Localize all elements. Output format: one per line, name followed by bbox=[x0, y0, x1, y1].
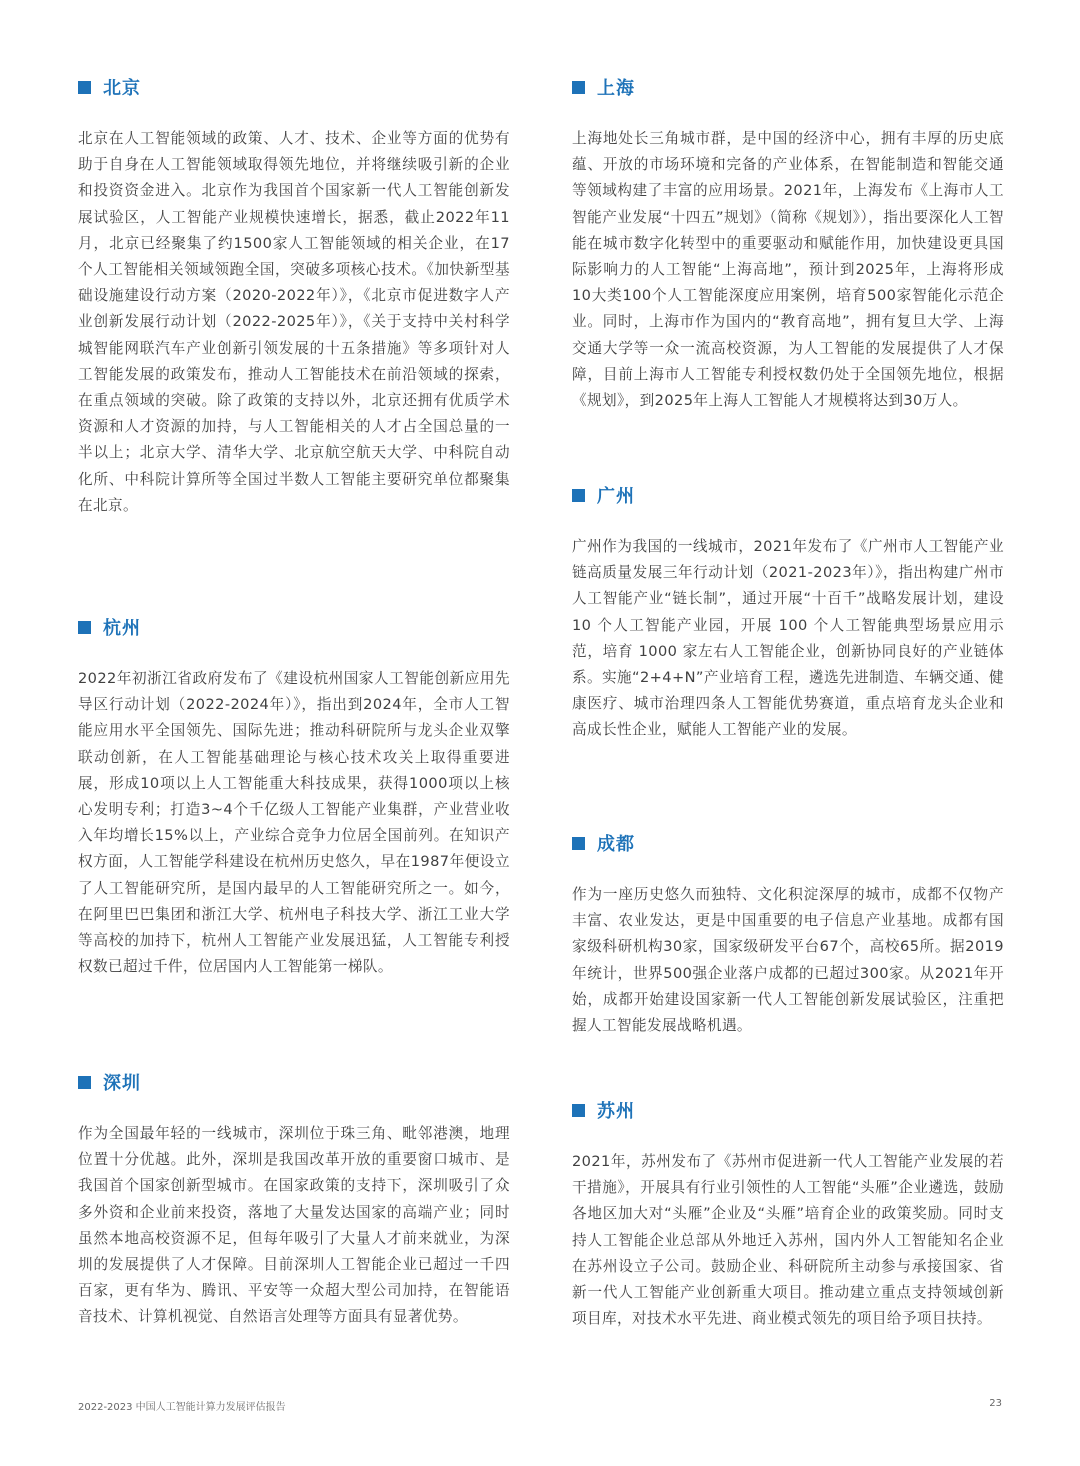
square-bullet-icon bbox=[78, 1076, 91, 1089]
section-body: 2022年初浙江省政府发布了《建设杭州国家人工智能创新应用先导区行动计划（2022-2024年）》，指出到2024年，全市人工智能应用水平全国领先、国际先进；推动科研院所与龙头企业双擎联动创新，在人工智能基础理论与核心技术攻关上取得重要进展，形成10项以上人工智能重大科技成果，获得1000项以上核心发明专利；打造3~4个千亿级人工智能产业集群，产业营业收入年均增长15%以上，产业综合竞争力位居全国前列。在知识产权方面，人工智能学科建设在杭州历史悠久，早在1987年便设立了人工智能研究所，是国内最早的人工智能研究所之一。如今，在阿里巴巴集团和浙江大学、杭州电子科技大学、浙江工业大学等高校的加持下，杭州人工智能产业发展迅猛，人工智能专利授权数已超过千件，位居国内人工智能第一梯队。 bbox=[78, 670, 510, 976]
section-heading bbox=[572, 72, 1004, 102]
section-body: 作为一座历史悠久而独特、文化积淀深厚的城市，成都不仅物产丰富、农业发达，更是中国重要的电子信息产业基地。成都有国家级科研机构30家，国家级研发平台67个，高校65所。据2019年统计，世界500强企业落户成都的已超过300家。从2021年开始，成都开始建设国家新一代人工智能创新发展试验区，注重把握人工智能发展战略机遇。 bbox=[572, 886, 1004, 1035]
section-title: 苏州 bbox=[597, 1101, 635, 1122]
section-body: 作为全国最年轻的一线城市，深圳位于珠三角、毗邻港澳，地理位置十分优越。此外，深圳是我国改革开放的重要窗口城市、是我国首个国家创新型城市。在国家政策的支持下，深圳吸引了众多外资和企业前来投资，落地了大量发达国家的高端产业；同时虽然本地高校资源不足，但每年吸引了大量人才前来就业，为深圳的发展提供了人才保障。目前深圳人工智能企业已超过一千四百家，更有华为、腾讯、平安等一众超大型公司加持，在智能语音技术、计算机视觉、自然语言处理等方面具有显著优势。 bbox=[78, 1125, 510, 1326]
report-title: 2022-2023 中国人工智能计算力发展评估报告 bbox=[78, 1402, 286, 1413]
section-title: 广州 bbox=[597, 486, 635, 507]
section-title: 上海 bbox=[597, 78, 635, 99]
section-heading bbox=[572, 828, 1004, 858]
section-chengdu bbox=[572, 828, 1004, 1039]
section-hangzhou bbox=[78, 612, 510, 980]
section-heading bbox=[78, 612, 510, 642]
section-body: 2021年，苏州发布了《苏州市促进新一代人工智能产业发展的若干措施》，开展具有行业引领性的人工智能“头雁”企业遴选，鼓励各地区加大对“头雁”企业及“头雁”培育企业的政策奖励。同时支持人工智能企业总部从外地迁入苏州，国内外人工智能知名企业在苏州设立子公司。鼓励企业、科研院所主动参与承接国家、省新一代人工智能产业创新重大项目。推动建立重点支持领域创新项目库，对技术水平先进、商业模式领先的项目给予项目扶持。 bbox=[572, 1153, 1004, 1328]
section-body: 广州作为我国的一线城市，2021年发布了《广州市人工智能产业链高质量发展三年行动计划（2021-2023年）》，指出构建广州市人工智能产业“链长制”，通过开展“十百千”战略发展计划，建设 10 个人工智能产业园，开展 100 个人工智能典型场景应用示范，培育 1000 家左右人工智能企业，创新协同良好的产业链体系。实施“2+4+N”产业培育工程，遴选先进制造、车辆交通、健康医疗、城市治理四条人工智能优势赛道，重点培育龙头企业和高成长性企业，赋能人工智能产业的发展。 bbox=[572, 538, 1004, 739]
section-beijing bbox=[78, 72, 510, 519]
section-suzhou bbox=[572, 1095, 1004, 1332]
section-title: 成都 bbox=[597, 834, 635, 855]
page-footer bbox=[78, 1398, 1002, 1413]
square-bullet-icon bbox=[572, 837, 585, 850]
section-shanghai bbox=[572, 72, 1004, 414]
section-title: 杭州 bbox=[103, 618, 141, 639]
section-body: 北京在人工智能领域的政策、人才、技术、企业等方面的优势有助于自身在人工智能领域取得领先地位，并将继续吸引新的企业和投资资金进入。北京作为我国首个国家新一代人工智能创新发展试验区，人工智能产业规模快速增长，据悉，截止2022年11月，北京已经聚集了约1500家人工智能领域的相关企业，在17个人工智能相关领域领跑全国，突破多项核心技术。《加快新型基础设施建设行动方案（2020-2022年）》，《北京市促进数字人产业创新发展行动计划（2022-2025年）》，《关于支持中关村科学城智能网联汽车产业创新引领发展的十五条措施》等多项针对人工智能发展的政策发布，推动人工智能技术在前沿领域的探索，在重点领域的突破。除了政策的支持以外，北京还拥有优质学术资源和人才资源的加持，与人工智能相关的人才占全国总量的一半以上；北京大学、清华大学、北京航空航天大学、中科院自动化所、中科院计算所等全国过半数人工智能主要研究单位都聚集在北京。 bbox=[78, 130, 510, 514]
square-bullet-icon bbox=[78, 621, 91, 634]
square-bullet-icon bbox=[78, 81, 91, 94]
section-heading bbox=[572, 1095, 1004, 1125]
section-body: 上海地处长三角城市群，是中国的经济中心，拥有丰厚的历史底蕴、开放的市场环境和完备的产业体系，在智能制造和智能交通等领域构建了丰富的应用场景。2021年，上海发布《上海市人工智能产业发展“十四五”规划》（简称《规划》），指出要深化人工智能在城市数字化转型中的重要驱动和赋能作用，加快建设更具国际影响力的人工智能“上海高地”，预计到2025年，上海将形成10大类100个人工智能深度应用案例，培育500家智能化示范企业。同时，上海市作为国内的“教育高地”，拥有复旦大学、上海交通大学等一众一流高校资源，为人工智能的发展提供了人才保障，目前上海市人工智能专利授权数仍处于全国领先地位，根据《规划》，到2025年上海人工智能人才规模将达到30万人。 bbox=[572, 130, 1004, 410]
section-guangzhou bbox=[572, 480, 1004, 744]
section-title: 北京 bbox=[103, 78, 141, 99]
section-shenzhen bbox=[78, 1067, 510, 1331]
section-title: 深圳 bbox=[103, 1073, 141, 1094]
section-heading bbox=[572, 480, 1004, 510]
square-bullet-icon bbox=[572, 489, 585, 502]
section-heading bbox=[78, 1067, 510, 1097]
section-heading bbox=[78, 72, 510, 102]
page-number: 23 bbox=[989, 1398, 1002, 1409]
square-bullet-icon bbox=[572, 1104, 585, 1117]
square-bullet-icon bbox=[572, 81, 585, 94]
